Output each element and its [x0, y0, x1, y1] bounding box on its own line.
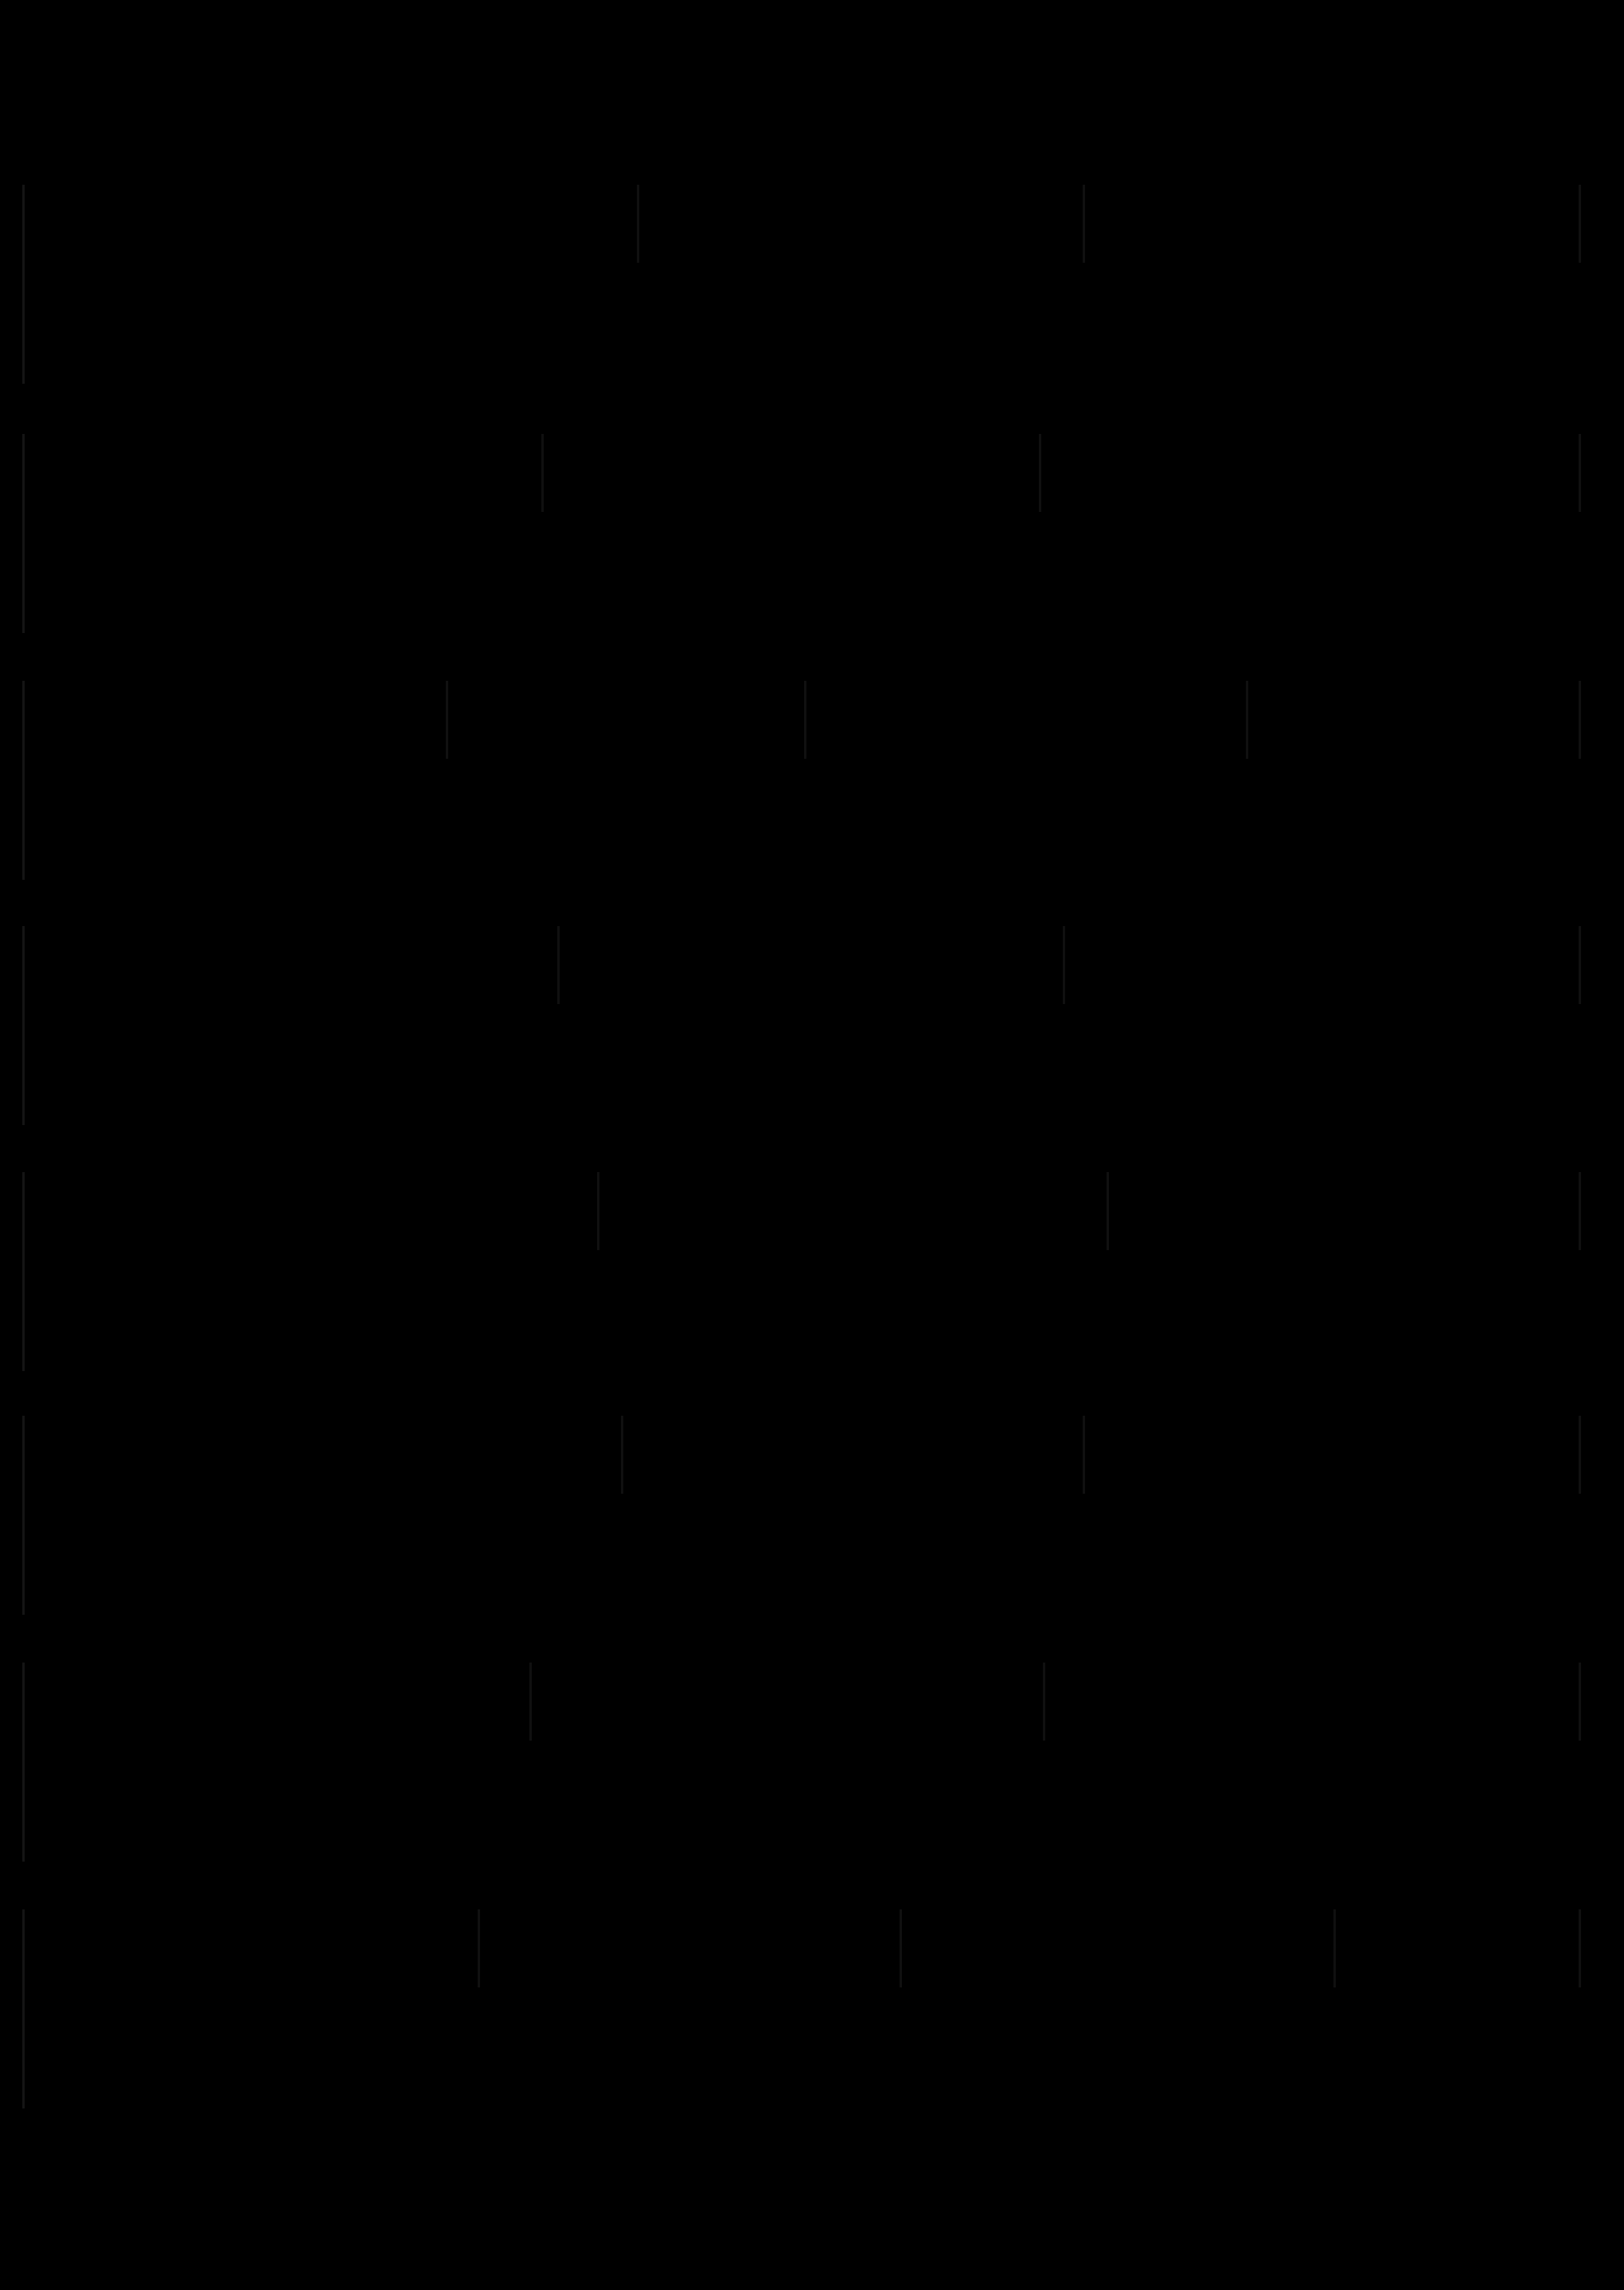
left-margin-rule-2	[22, 434, 25, 633]
column-tick-6-1	[621, 1416, 623, 1494]
text-block-3	[0, 681, 1624, 880]
left-margin-rule-8	[22, 1909, 25, 2108]
left-margin-rule-1	[22, 185, 25, 384]
column-tick-4-1	[557, 926, 560, 1004]
column-tick-4-2	[1063, 926, 1065, 1004]
text-block-7	[0, 1663, 1624, 1862]
text-block-6	[0, 1416, 1624, 1615]
right-margin-tick-5	[1579, 1172, 1581, 1250]
column-tick-2-1	[541, 434, 544, 512]
text-block-4	[0, 926, 1624, 1125]
left-margin-rule-7	[22, 1663, 25, 1862]
column-tick-8-1	[478, 1909, 480, 1987]
column-tick-1-1	[637, 185, 639, 263]
column-tick-7-2	[1043, 1663, 1045, 1741]
right-margin-tick-3	[1579, 681, 1581, 759]
column-tick-8-2	[900, 1909, 902, 1987]
text-block-1	[0, 185, 1624, 384]
left-margin-rule-3	[22, 681, 25, 880]
left-margin-rule-5	[22, 1172, 25, 1371]
right-margin-tick-4	[1579, 926, 1581, 1004]
column-tick-6-2	[1083, 1416, 1085, 1494]
column-tick-5-2	[1107, 1172, 1109, 1250]
text-block-8	[0, 1909, 1624, 2108]
column-tick-2-2	[1039, 434, 1041, 512]
column-tick-3-1	[446, 681, 448, 759]
left-margin-rule-4	[22, 926, 25, 1125]
text-block-2	[0, 434, 1624, 633]
column-tick-7-1	[529, 1663, 532, 1741]
text-block-5	[0, 1172, 1624, 1371]
right-margin-tick-8	[1579, 1909, 1581, 1987]
column-tick-3-2	[804, 681, 806, 759]
right-margin-tick-1	[1579, 185, 1581, 263]
column-tick-5-1	[597, 1172, 599, 1250]
right-margin-tick-2	[1579, 434, 1581, 512]
right-margin-tick-7	[1579, 1663, 1581, 1741]
column-tick-8-3	[1333, 1909, 1336, 1987]
column-tick-3-3	[1246, 681, 1248, 759]
column-tick-1-2	[1083, 185, 1085, 263]
right-margin-tick-6	[1579, 1416, 1581, 1494]
left-margin-rule-6	[22, 1416, 25, 1615]
